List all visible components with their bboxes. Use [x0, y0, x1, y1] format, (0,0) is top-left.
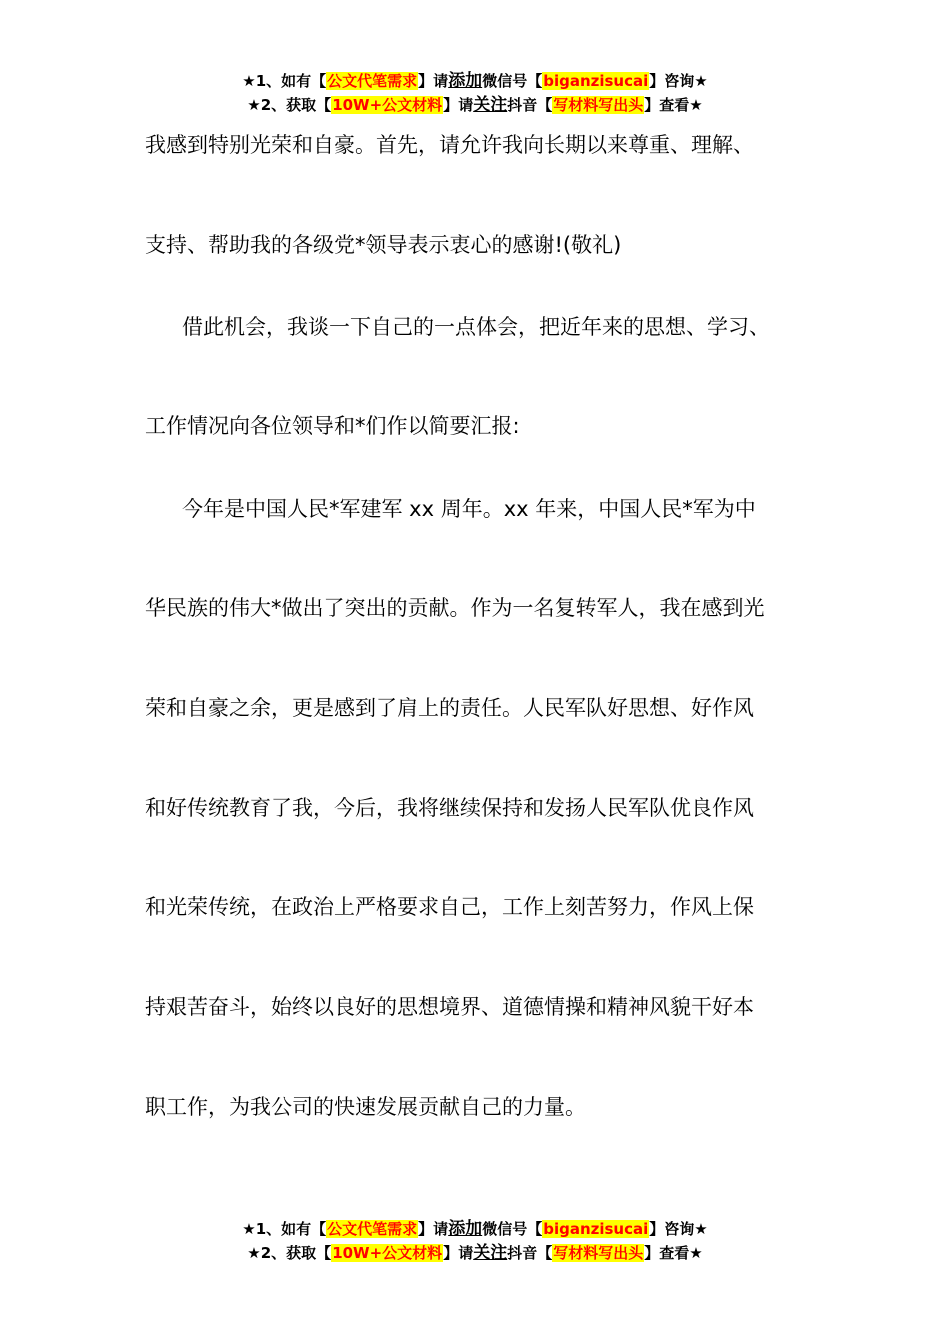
banner-text: 】请 — [418, 1220, 449, 1238]
banner-highlight: biganzisucai — [543, 1220, 649, 1238]
body-line: 华民族的伟大*做出了突出的贡献。作为一名复转军人，我在感到光 — [145, 596, 765, 620]
banner-highlight: 写材料写出头 — [553, 1244, 644, 1262]
body-line: 和光荣传统，在政治上严格要求自己，工作上刻苦努力，作风上保 — [145, 895, 754, 919]
body-line: 支持、帮助我的各级党*领导表示衷心的感谢!(敬礼) — [145, 233, 622, 257]
banner-emphasis: 添加 — [448, 71, 483, 91]
banner-text: 】请 — [418, 72, 449, 90]
body-line: 持艰苦奋斗，始终以良好的思想境界、道德情操和精神风貌干好本 — [145, 995, 754, 1019]
banner-line-2 — [0, 1241, 950, 1265]
banner-highlight: biganzisucai — [543, 72, 649, 90]
banner-text: ★1、如有【 — [242, 1220, 327, 1238]
body-line-indented: 今年是中国人民*军建军 xx 周年。xx 年来，中国人民*军为中 — [182, 497, 756, 521]
body-line: 和好传统教育了我，今后，我将继续保持和发扬人民军队优良作风 — [145, 796, 754, 820]
banner-text: ★1、如有【 — [242, 72, 327, 90]
banner-highlight: 10W+公文材料 — [332, 1244, 443, 1262]
body-line: 我感到特别光荣和自豪。首先，请允许我向长期以来尊重、理解、 — [145, 133, 754, 157]
body-line: 荣和自豪之余，更是感到了肩上的责任。人民军队好思想、好作风 — [145, 696, 754, 720]
body-line-indented: 借此机会，我谈一下自己的一点体会，把近年来的思想、学习、 — [182, 315, 770, 339]
banner-text: 微信号【 — [482, 1220, 543, 1238]
banner-highlight: 10W+公文材料 — [332, 96, 443, 114]
banner-line-1 — [0, 69, 950, 93]
banner-text: 抖音【 — [507, 1244, 553, 1262]
banner-text: 】查看★ — [644, 96, 703, 114]
banner-highlight: 公文代笔需求 — [327, 72, 418, 90]
banner-line-2 — [0, 93, 950, 117]
banner-text: ★2、获取【 — [247, 96, 332, 114]
banner-highlight: 公文代笔需求 — [327, 1220, 418, 1238]
banner-text: 微信号【 — [482, 72, 543, 90]
body-line: 职工作，为我公司的快速发展贡献自己的力量。 — [145, 1095, 586, 1119]
banner-text: 】咨询★ — [649, 72, 708, 90]
banner-emphasis: 关注 — [473, 95, 508, 115]
banner-emphasis: 添加 — [448, 1219, 483, 1239]
banner-text: 】请 — [443, 1244, 474, 1262]
banner-highlight: 写材料写出头 — [553, 96, 644, 114]
banner-text: 】咨询★ — [649, 1220, 708, 1238]
body-line: 工作情况向各位领导和*们作以简要汇报: — [145, 414, 520, 438]
banner-text: ★2、获取【 — [247, 1244, 332, 1262]
banner-text: 】查看★ — [644, 1244, 703, 1262]
banner-text: 】请 — [443, 96, 474, 114]
banner-text: 抖音【 — [507, 96, 553, 114]
banner-line-1 — [0, 1217, 950, 1241]
header-banner-top — [0, 69, 950, 117]
banner-emphasis: 关注 — [473, 1243, 508, 1263]
header-banner-bottom — [0, 1217, 950, 1265]
